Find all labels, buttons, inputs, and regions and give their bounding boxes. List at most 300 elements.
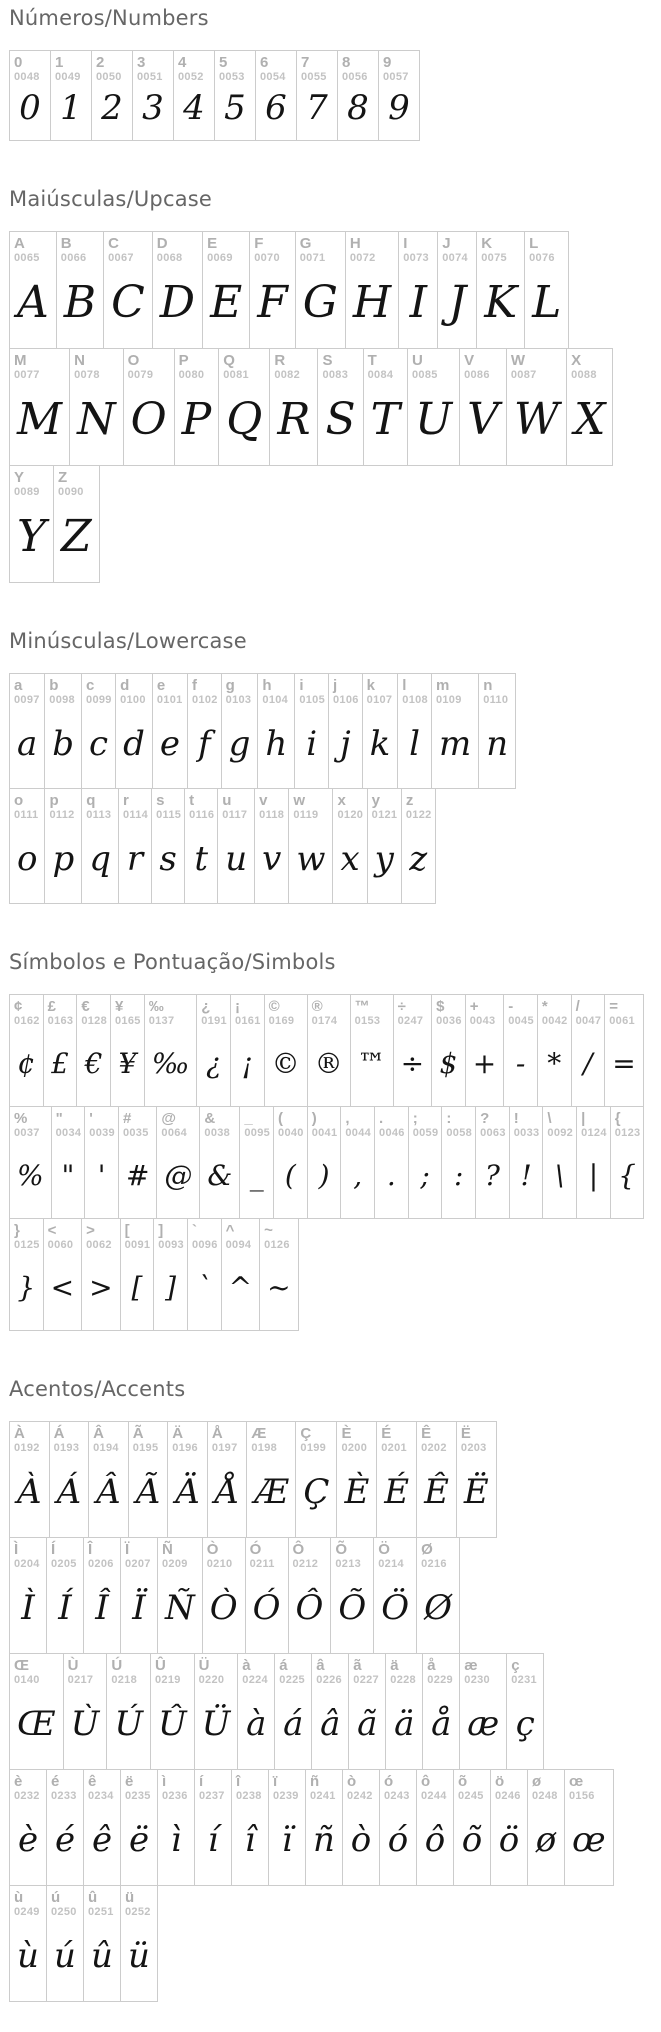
glyph-code-label: 0111	[14, 809, 39, 821]
glyph-rendering: Í	[58, 1588, 72, 1628]
glyph-rendering: œ	[572, 1820, 606, 1860]
glyph-character-label: !	[513, 1110, 519, 1127]
glyph-cell-header	[154, 1219, 187, 1252]
glyph-rendering: I	[409, 277, 427, 328]
glyph-code-label: 0037	[14, 1127, 40, 1139]
glyph-cell-0156	[564, 1769, 614, 1886]
glyph-character-label: *	[541, 998, 548, 1015]
glyph-rendering: Ù	[70, 1704, 100, 1744]
glyph-code-label: 0045	[508, 1015, 534, 1027]
glyph-character-label: ]	[158, 1222, 164, 1239]
glyph-cell-header	[308, 995, 350, 1028]
glyph-character-label: Ê	[421, 1425, 432, 1442]
glyph-code-label: 0101	[156, 694, 183, 706]
glyph-code-label: 0125	[14, 1239, 40, 1251]
glyph-rendering: ì	[170, 1820, 182, 1860]
glyph-cell-0210	[202, 1537, 246, 1654]
glyph-code-label: 0201	[381, 1442, 407, 1454]
glyph-code-label: 0196	[172, 1442, 198, 1454]
glyph-character-label: s	[156, 792, 165, 809]
glyph-cell-header	[222, 1219, 259, 1252]
glyph-rendering: k	[369, 723, 391, 764]
section-title-symbols: Símbolos e Pontuação/Simbols	[9, 950, 336, 974]
glyph-cell-0107	[362, 673, 399, 789]
glyph-cell-0070	[249, 231, 296, 349]
glyph-cell-0195	[128, 1421, 169, 1538]
glyph-cell-0234	[83, 1769, 121, 1886]
glyph-cell-0087	[506, 348, 567, 466]
glyph-character-label: ø	[532, 1773, 542, 1790]
glyph-rendering: ø	[535, 1820, 557, 1860]
glyph-character-label: ¢	[14, 998, 23, 1015]
glyph-rendering: q	[89, 838, 112, 879]
glyph-character-label: ã	[353, 1657, 362, 1674]
glyph-rendering: 5	[224, 88, 246, 128]
glyph-cell-header	[346, 232, 398, 265]
glyph-code-label: 0058	[446, 1127, 473, 1139]
glyph-row	[9, 50, 661, 141]
glyph-code-label: 0097	[14, 694, 40, 706]
glyph-code-label: 0072	[349, 252, 376, 264]
glyph-grid-accents	[9, 1421, 661, 2002]
glyph-cell-0115	[151, 788, 185, 904]
glyph-cell-header	[611, 1107, 644, 1140]
glyph-character-label: <	[47, 1222, 57, 1239]
glyph-cell-0200	[336, 1421, 377, 1538]
glyph-rendering: *	[547, 1046, 562, 1080]
glyph-cell-0119	[288, 788, 333, 904]
glyph-cell-header	[50, 1422, 89, 1455]
glyph-cell-header	[240, 1107, 273, 1140]
glyph-cell-header	[10, 674, 44, 707]
glyph-code-label: 0207	[125, 1558, 151, 1570]
glyph-code-label: 0112	[49, 809, 75, 821]
glyph-cell-0239	[268, 1769, 306, 1886]
glyph-code-label: 0242	[347, 1790, 373, 1802]
glyph-cell-0232	[9, 1769, 47, 1886]
glyph-rendering: ó	[387, 1820, 409, 1860]
glyph-cell-header	[151, 1654, 194, 1687]
glyph-cell-header	[250, 232, 295, 265]
glyph-rendering: €	[84, 1046, 103, 1080]
glyph-cell-0052	[173, 50, 215, 141]
glyph-cell-0100	[115, 673, 153, 789]
glyph-code-label: 0218	[111, 1674, 137, 1686]
glyph-rendering: S	[325, 394, 356, 445]
glyph-rendering: à	[246, 1704, 267, 1744]
glyph-code-label: 0122	[405, 809, 432, 821]
glyph-code-label: 0209	[162, 1558, 188, 1570]
glyph-rendering: 3	[142, 88, 164, 128]
glyph-rendering: 8	[347, 88, 369, 128]
glyph-character-label: O	[127, 352, 140, 369]
glyph-code-label: 0073	[403, 252, 429, 264]
glyph-cell-0216	[416, 1537, 460, 1654]
glyph-cell-0053	[214, 50, 256, 141]
glyph-cell-header	[368, 789, 401, 822]
glyph-rendering: O	[130, 394, 167, 445]
glyph-cell-header	[232, 1770, 268, 1803]
glyph-character-label: v	[259, 792, 268, 809]
glyph-rendering: ?	[484, 1158, 500, 1192]
glyph-character-label: Ò	[206, 1541, 219, 1558]
glyph-cell-header	[44, 995, 77, 1028]
glyph-cell-header	[10, 1654, 63, 1687]
glyph-code-label: 0070	[254, 252, 280, 264]
glyph-cell-0078	[69, 348, 124, 466]
glyph-cell-header	[507, 1654, 543, 1687]
glyph-character-label: Î	[88, 1541, 93, 1558]
glyph-cell-0069	[202, 231, 250, 349]
glyph-cell-0116	[184, 788, 218, 904]
glyph-code-label: 0118	[259, 809, 285, 821]
glyph-code-label: 0039	[89, 1127, 115, 1139]
glyph-cell-0103	[221, 673, 259, 789]
glyph-character-label: ü	[125, 1889, 135, 1906]
glyph-character-label: L	[529, 235, 539, 252]
glyph-code-label: 0124	[581, 1127, 607, 1139]
glyph-character-label: |	[581, 1110, 586, 1127]
glyph-rendering: N	[77, 394, 116, 445]
glyph-cell-header	[333, 789, 366, 822]
glyph-grid-upcase	[9, 231, 661, 583]
glyph-character-label: è	[14, 1773, 23, 1790]
glyph-rendering: 1	[60, 88, 82, 128]
glyph-cell-header	[543, 1107, 576, 1140]
glyph-cell-0067	[103, 231, 153, 349]
glyph-cell-header	[47, 1886, 83, 1919]
glyph-cell-0204	[9, 1537, 47, 1654]
glyph-cell-0162	[9, 994, 44, 1107]
glyph-cell-header	[510, 1107, 543, 1140]
glyph-code-label: 0232	[14, 1790, 40, 1802]
glyph-code-label: 0220	[198, 1674, 225, 1686]
glyph-cell-0073	[398, 231, 438, 349]
glyph-character-label: æ	[464, 1657, 478, 1674]
glyph-cell-0057	[378, 50, 420, 141]
glyph-rendering: s	[159, 838, 177, 879]
glyph-character-label: T	[367, 352, 377, 369]
glyph-rendering: $	[439, 1046, 458, 1080]
glyph-character-label: o	[14, 792, 24, 809]
glyph-code-label: 0108	[402, 694, 428, 706]
glyph-cell-0238	[231, 1769, 269, 1886]
glyph-cell-header	[337, 1422, 376, 1455]
glyph-cell-header	[51, 51, 91, 84]
glyph-code-label: 0051	[137, 71, 163, 83]
glyph-code-label: 0044	[345, 1127, 372, 1139]
glyph-cell-0035	[118, 1106, 157, 1219]
glyph-character-label: 1	[55, 54, 64, 71]
glyph-rendering: x	[340, 838, 360, 879]
glyph-rendering: >	[89, 1270, 113, 1304]
glyph-cell-0033	[509, 1106, 544, 1219]
glyph-code-label: 0199	[300, 1442, 327, 1454]
glyph-code-label: 0034	[55, 1127, 82, 1139]
glyph-cell-header	[10, 789, 44, 822]
glyph-rendering: v	[262, 838, 282, 879]
glyph-rendering: á	[283, 1704, 304, 1744]
glyph-cell-header	[308, 1107, 341, 1140]
glyph-code-label: 0140	[14, 1674, 40, 1686]
glyph-rendering: ¿	[206, 1046, 222, 1080]
glyph-rendering: ä	[394, 1704, 415, 1744]
glyph-character-label: )	[311, 1110, 317, 1127]
glyph-cell-0091	[120, 1218, 155, 1331]
glyph-code-label: 0083	[322, 369, 349, 381]
glyph-character-label: U	[411, 352, 423, 369]
glyph-row	[9, 1106, 661, 1219]
glyph-code-label: 0211	[249, 1558, 275, 1570]
glyph-cell-header	[270, 349, 317, 382]
glyph-character-label: ÷	[397, 998, 406, 1015]
glyph-code-label: 0210	[206, 1558, 233, 1570]
glyph-code-label: 0161	[234, 1015, 261, 1027]
glyph-rendering: h	[265, 723, 288, 764]
glyph-code-label: 0252	[125, 1906, 151, 1918]
glyph-character-label: é	[51, 1773, 60, 1790]
glyph-cell-header	[200, 1107, 239, 1140]
glyph-rendering: ò	[350, 1820, 372, 1860]
glyph-rendering: -	[515, 1046, 526, 1080]
glyph-cell-0108	[397, 673, 432, 789]
glyph-rendering: }	[17, 1270, 36, 1304]
glyph-code-label: 0238	[236, 1790, 262, 1802]
glyph-code-label: 0119	[293, 809, 319, 821]
glyph-cell-header	[121, 1770, 157, 1803]
glyph-rendering: z	[409, 838, 428, 879]
glyph-cell-header	[64, 1654, 107, 1687]
glyph-code-label: 0121	[371, 809, 398, 821]
glyph-cell-header	[289, 789, 332, 822]
glyph-cell-header	[44, 1219, 81, 1252]
glyph-rendering: 2	[101, 88, 123, 128]
glyph-cell-0214	[373, 1537, 417, 1654]
glyph-cell-0042	[537, 994, 572, 1107]
glyph-code-label: 0251	[88, 1906, 114, 1918]
glyph-character-label: ¿	[201, 998, 211, 1015]
glyph-cell-0043	[465, 994, 504, 1107]
glyph-character-label: /	[575, 998, 580, 1015]
glyph-cell-0235	[120, 1769, 158, 1886]
glyph-cell-header	[363, 674, 398, 707]
glyph-code-label: 0243	[384, 1790, 410, 1802]
section-title-numbers: Números/Numbers	[9, 6, 209, 30]
glyph-rendering: +	[472, 1046, 497, 1080]
glyph-character-label: _	[244, 1110, 253, 1127]
glyph-character-label: Ó	[249, 1541, 262, 1558]
glyph-character-label: '	[89, 1110, 93, 1127]
glyph-rendering: ô	[424, 1820, 446, 1860]
glyph-cell-header	[572, 995, 605, 1028]
glyph-character-label: Ç	[300, 1425, 312, 1442]
glyph-rendering: u	[225, 838, 248, 879]
glyph-cell-0123	[610, 1106, 645, 1219]
glyph-character-label: N	[74, 352, 85, 369]
glyph-cell-0068	[152, 231, 203, 349]
glyph-character-label: Ú	[111, 1657, 123, 1674]
glyph-rendering: !	[520, 1158, 532, 1192]
glyph-character-label: ;	[412, 1110, 418, 1127]
section-symbols	[9, 950, 661, 1331]
glyph-cell-header	[275, 1654, 311, 1687]
glyph-character-label: É	[381, 1425, 392, 1442]
glyph-code-label: 0035	[122, 1127, 149, 1139]
glyph-rendering: J	[448, 277, 467, 328]
glyph-cell-0192	[9, 1421, 50, 1538]
glyph-character-label: Ã	[132, 1425, 144, 1442]
glyph-cell-header	[349, 1654, 385, 1687]
glyph-cell-0105	[294, 673, 329, 789]
glyph-code-label: 0079	[127, 369, 154, 381]
glyph-cell-header	[394, 995, 431, 1028]
glyph-code-label: 0052	[178, 71, 204, 83]
glyph-cell-0046	[374, 1106, 409, 1219]
glyph-cell-header	[417, 1538, 459, 1571]
glyph-cell-header	[10, 1770, 46, 1803]
glyph-code-label: 0047	[575, 1015, 602, 1027]
glyph-rendering: p	[52, 838, 75, 879]
glyph-cell-0090	[53, 465, 100, 583]
glyph-character-label: Y	[14, 469, 25, 486]
glyph-cell-header	[538, 995, 571, 1028]
glyph-cell-header	[295, 674, 328, 707]
glyph-cell-header	[525, 232, 568, 265]
glyph-rendering: B	[63, 277, 97, 328]
glyph-rendering: /	[583, 1046, 593, 1080]
glyph-cell-0126	[259, 1218, 298, 1331]
glyph-rendering: .	[386, 1158, 396, 1192]
glyph-cell-0230	[459, 1653, 507, 1770]
glyph-code-label: 0110	[483, 694, 509, 706]
glyph-rendering: ï	[281, 1820, 293, 1860]
glyph-character-label: î	[236, 1773, 241, 1790]
glyph-cell-0106	[328, 673, 363, 789]
glyph-code-label: 0195	[132, 1442, 159, 1454]
glyph-cell-header	[438, 232, 476, 265]
glyph-cell-0220	[194, 1653, 239, 1770]
glyph-code-label: 0239	[273, 1790, 299, 1802]
glyph-cell-0050	[91, 50, 133, 141]
glyph-cell-header	[175, 349, 219, 382]
glyph-code-label: 0120	[337, 809, 364, 821]
glyph-cell-0228	[385, 1653, 423, 1770]
glyph-cell-0218	[106, 1653, 151, 1770]
glyph-code-label: 0069	[207, 252, 233, 264]
glyph-cell-header	[116, 674, 152, 707]
glyph-character-label: w	[293, 792, 306, 809]
glyph-cell-0252	[120, 1885, 158, 2002]
glyph-row	[9, 994, 661, 1107]
glyph-cell-header	[152, 789, 184, 822]
glyph-code-label: 0067	[108, 252, 134, 264]
glyph-code-label: 0082	[274, 369, 300, 381]
glyph-character-label: á	[279, 1657, 288, 1674]
glyph-rendering: Ä	[175, 1472, 200, 1512]
glyph-cell-header	[218, 789, 254, 822]
glyph-cell-header	[10, 1886, 46, 1919]
glyph-code-label: 0163	[47, 1015, 74, 1027]
glyph-cell-0101	[152, 673, 188, 789]
glyph-cell-header	[504, 995, 537, 1028]
glyph-code-label: 0116	[189, 809, 215, 821]
glyph-cell-0165	[110, 994, 145, 1107]
glyph-cell-0061	[604, 994, 643, 1107]
glyph-character-label: P	[178, 352, 189, 369]
glyph-character-label: (	[278, 1110, 284, 1127]
glyph-character-label: R	[274, 352, 286, 369]
glyph-cell-0153	[350, 994, 394, 1107]
glyph-rendering: í	[207, 1820, 219, 1860]
glyph-cell-header	[565, 1770, 613, 1803]
glyph-cell-header	[10, 1422, 49, 1455]
glyph-cell-0247	[393, 994, 432, 1107]
glyph-code-label: 0114	[123, 809, 149, 821]
glyph-rendering: y	[374, 838, 394, 879]
glyph-cell-0066	[56, 231, 104, 349]
glyph-rendering: Æ	[254, 1472, 289, 1512]
glyph-cell-header	[289, 1538, 331, 1571]
glyph-cell-header	[417, 1422, 456, 1455]
font-character-map	[0, 6, 661, 2002]
glyph-cell-header	[121, 1538, 157, 1571]
glyph-rendering: 7	[306, 88, 328, 128]
glyph-character-label: Ì	[14, 1541, 19, 1558]
glyph-character-label: 7	[301, 54, 310, 71]
glyph-row	[9, 348, 661, 466]
glyph-character-label: ô	[421, 1773, 431, 1790]
glyph-cell-header	[124, 349, 174, 382]
section-accents	[9, 1377, 661, 2002]
glyph-cell-0112	[44, 788, 82, 904]
glyph-cell-0224	[237, 1653, 275, 1770]
glyph-rendering: F	[257, 277, 288, 328]
glyph-code-label: 0236	[162, 1790, 188, 1802]
glyph-character-label: ó	[384, 1773, 394, 1790]
glyph-cell-0093	[153, 1218, 188, 1331]
glyph-rendering: e	[159, 723, 180, 764]
glyph-rendering: b	[52, 723, 75, 764]
glyph-cell-0219	[150, 1653, 195, 1770]
glyph-code-label: 0235	[125, 1790, 151, 1802]
glyph-code-label: 0115	[156, 809, 182, 821]
glyph-rendering: Ü	[201, 1704, 231, 1744]
glyph-cell-header	[10, 232, 56, 265]
glyph-cell-header	[399, 232, 437, 265]
glyph-rendering: n	[486, 723, 509, 764]
glyph-rendering: Ô	[295, 1588, 324, 1628]
glyph-cell-0079	[123, 348, 175, 466]
glyph-rendering: =	[612, 1046, 636, 1080]
glyph-rendering: ~	[267, 1270, 291, 1304]
glyph-cell-header	[188, 674, 221, 707]
glyph-character-label: {	[614, 1110, 621, 1127]
glyph-rendering: Ò	[209, 1588, 238, 1628]
glyph-rendering: ®	[314, 1046, 343, 1080]
glyph-code-label: 0091	[124, 1239, 151, 1251]
glyph-character-label: È	[341, 1425, 352, 1442]
glyph-rendering: G	[302, 277, 338, 328]
glyph-code-label: 0061	[609, 1015, 635, 1027]
glyph-cell-0102	[187, 673, 222, 789]
glyph-rendering: K	[484, 277, 518, 328]
glyph-code-label: 0113	[86, 809, 112, 821]
glyph-cell-header	[409, 1107, 442, 1140]
glyph-character-label: â	[316, 1657, 325, 1674]
glyph-code-label: 0137	[148, 1015, 175, 1027]
glyph-code-label: 0103	[225, 694, 252, 706]
glyph-cell-header	[104, 232, 152, 265]
